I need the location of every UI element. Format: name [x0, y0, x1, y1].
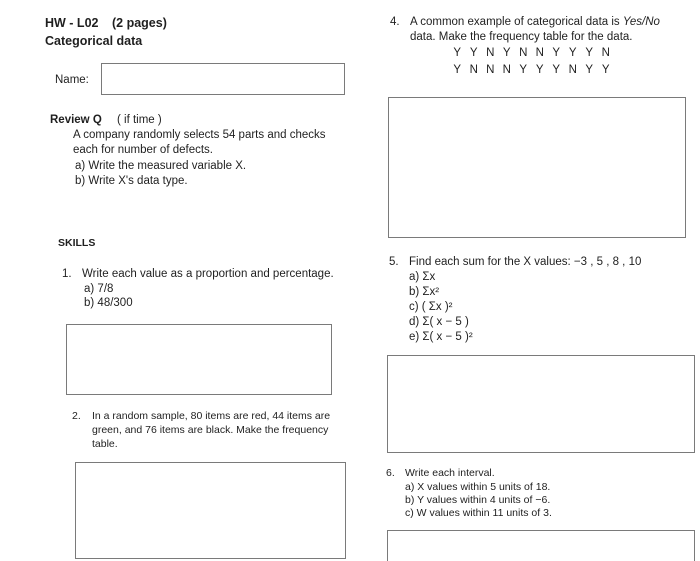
q1-text: Write each value as a proportion and percentage. [82, 268, 334, 280]
q6-item-b: b) Y values within 4 units of −6. [405, 494, 551, 506]
data-value: Y [519, 64, 528, 76]
q1-item-b: b) 48/300 [84, 297, 133, 309]
data-value: Y [601, 64, 610, 76]
q2-text-1: In a random sample, 80 items are red, 44 items are [92, 410, 331, 422]
q4-answer-box[interactable] [388, 97, 686, 238]
review-text-2: each for number of defects. [73, 144, 213, 156]
q4-text-1b: Yes/No [622, 16, 660, 28]
q5-answer-box[interactable] [387, 355, 695, 453]
data-value: N [568, 64, 577, 76]
data-value: N [601, 47, 610, 59]
data-value: Y [585, 64, 594, 76]
review-title: Review Q [50, 114, 102, 126]
name-label: Name: [55, 74, 89, 86]
data-value: Y [453, 47, 462, 59]
q6-item-a: a) X values within 5 units of 18. [405, 481, 551, 493]
skills-title: SKILLS [58, 237, 96, 249]
q2-text-3: table. [92, 438, 118, 450]
data-value: N [535, 47, 544, 59]
data-value: Y [469, 47, 478, 59]
review-note: ( if time ) [117, 114, 162, 126]
q4-text-1a: A common example of categorical data is [410, 16, 623, 28]
q5-item-a: a) Σx [409, 271, 436, 283]
assignment-subtitle: Categorical data [45, 34, 143, 48]
data-value: Y [535, 64, 544, 76]
q5-text: Find each sum for the X values: −3 , 5 , 8 , 10 [409, 256, 642, 268]
data-value: N [469, 64, 478, 76]
data-value: Y [552, 64, 561, 76]
q5-number: 5. [389, 256, 399, 268]
q2-text-2: green, and 76 items are black. Make the frequency [92, 424, 329, 436]
q5-item-b: b) Σx² [409, 286, 440, 298]
data-value: N [502, 64, 511, 76]
q5-item-d: d) Σ( x − 5 ) [409, 316, 469, 328]
q5-item-c: c) ( Σx )² [409, 301, 453, 313]
q6-answer-box[interactable] [387, 530, 695, 561]
data-value: N [486, 64, 495, 76]
data-value: Y [552, 47, 561, 59]
q4-text-1 [410, 16, 660, 28]
data-value: N [519, 47, 528, 59]
assignment-title: HW - L02 [45, 16, 99, 30]
data-value: Y [502, 47, 511, 59]
q2-answer-box[interactable] [75, 462, 346, 559]
q5-item-e: e) Σ( x − 5 )² [409, 331, 473, 343]
data-value: Y [453, 64, 462, 76]
q6-number: 6. [386, 467, 395, 479]
q2-number: 2. [72, 410, 81, 422]
review-item-b: b) Write X's data type. [75, 175, 188, 187]
data-value: Y [568, 47, 577, 59]
q6-text: Write each interval. [405, 467, 495, 479]
review-item-a: a) Write the measured variable X. [75, 160, 247, 172]
data-value: Y [585, 47, 594, 59]
review-text-1: A company randomly selects 54 parts and checks [73, 129, 326, 141]
data-value: N [486, 47, 495, 59]
q1-item-a: a) 7/8 [84, 283, 114, 295]
q4-data-row-1 [449, 47, 614, 59]
name-field[interactable] [101, 63, 345, 95]
q4-data-row-2 [449, 64, 614, 76]
q1-number: 1. [62, 268, 72, 280]
q1-answer-box[interactable] [66, 324, 332, 395]
page-count: (2 pages) [112, 16, 167, 30]
q4-text-2: data. Make the frequency table for the data. [410, 31, 633, 43]
q6-item-c: c) W values within 11 units of 3. [405, 507, 552, 519]
q4-number: 4. [390, 16, 400, 28]
